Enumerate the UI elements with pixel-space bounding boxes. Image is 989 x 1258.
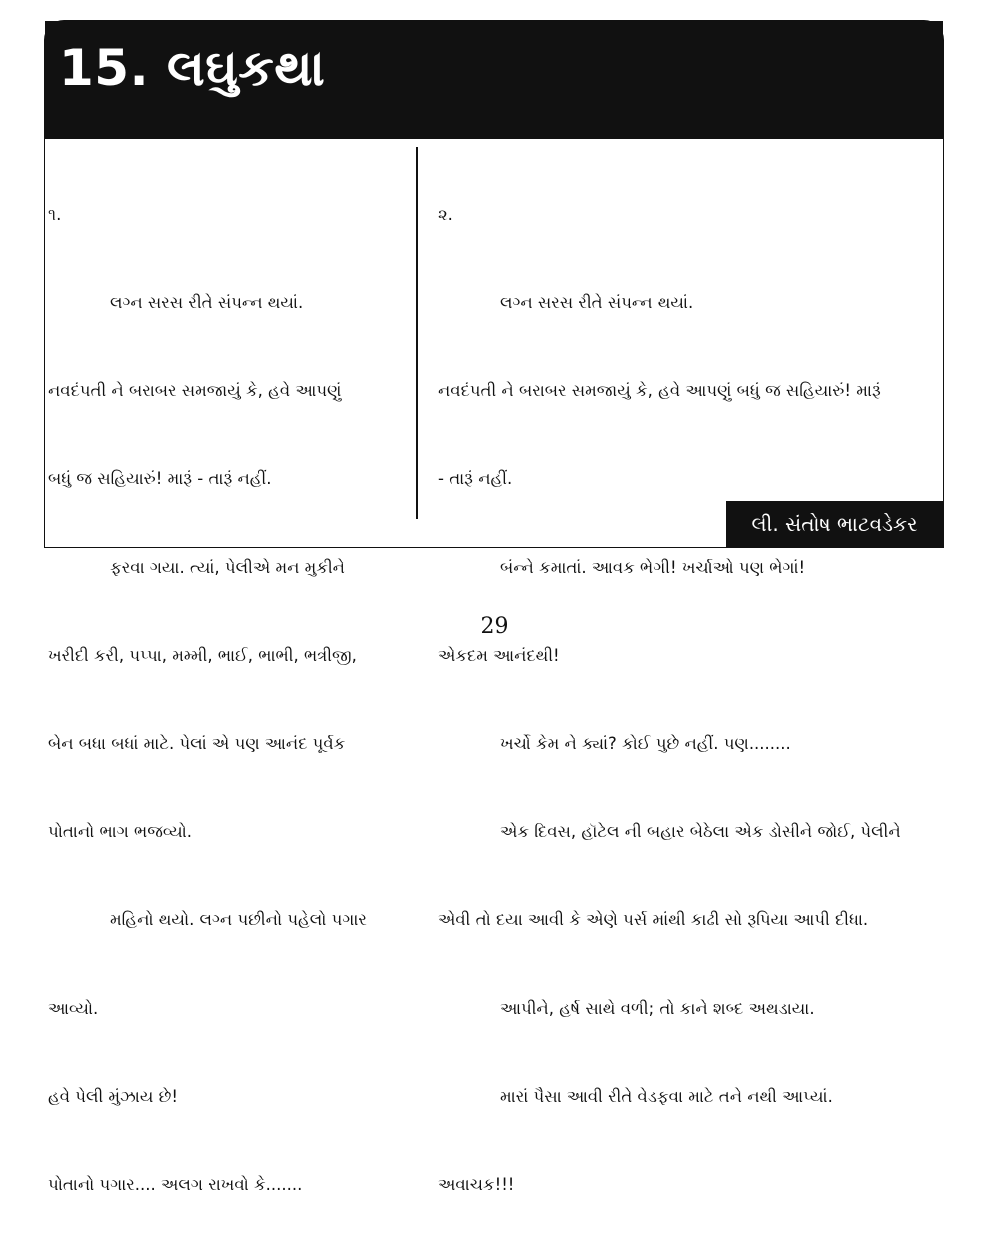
story-left <box>48 141 400 1258</box>
story-right-line: ખર્ચો કેમ ને ક્યાં? કોઈ પુછે નહીં. પણ........ <box>500 734 791 754</box>
story-right-line: મારાં પૈસા આવી રીતે વેડફવા માટે તને નથી આપ્યાં. <box>500 1086 833 1106</box>
story-right-number: ૨. <box>438 204 453 224</box>
story-right <box>438 141 938 1258</box>
story-right-line: બંન્ને કમાતાં. આવક ભેગી! ખર્ચાઓ પણ ભેગાં! <box>500 557 806 577</box>
story-left-line: બેન બધા બધાં માટે. પેલાં એ પણ આનંદ પૂર્વક <box>48 734 346 754</box>
column-divider <box>416 147 418 519</box>
story-left-line: મહિનો થયો. લગ્ન પછીનો પહેલો પગાર <box>110 910 367 930</box>
page-title: 15. લઘુકથા <box>59 39 326 97</box>
story-left-line: પોતાનો ભાગ ભજવ્યો. <box>48 822 193 842</box>
story-left-line: પોતાનો પગાર.... અલગ રાખવો કે....... <box>48 1175 303 1195</box>
story-right-line: નવદંપતી ને બરાબર સમજાયું કે, હવે આપણું બધું જ સહિયારું! મારૂં <box>438 381 881 401</box>
story-left-number: ૧. <box>48 204 62 224</box>
story-left-line: આવ્યો. <box>48 998 99 1018</box>
story-right-line: એવી તો દયા આવી કે એણે પર્સ માંથી કાઢી સો રૂપિયા આપી દીધા. <box>438 910 869 930</box>
story-right-line: લગ્ન સરસ રીતે સંપન્ન થયાં. <box>500 293 694 313</box>
story-left-line: હવે પેલી મુંઝાય છે! <box>48 1086 178 1106</box>
title-banner <box>45 21 943 139</box>
story-left-line: લગ્ન સરસ રીતે સંપન્ન થયાં. <box>110 293 304 313</box>
story-right-line: એક દિવસ, હૉટેલ ની બહાર બેઠેલા એક ડોસીને જોઈ, પેલીને <box>500 822 901 842</box>
story-left-line: ખરીદી કરી, પપ્પા, મમ્મી, ભાઈ, ભાભી, ભત્રીજી, <box>48 645 357 665</box>
story-right-line: અવાચક!!! <box>438 1175 515 1195</box>
story-right-line: - તારૂં નહીં. <box>438 469 513 489</box>
story-left-line: ફરવા ગયા. ત્યાં, પેલીએ મન મુકીને <box>110 557 345 577</box>
story-right-line: એકદમ આનંદથી! <box>438 645 560 665</box>
page-number: 29 <box>480 614 509 639</box>
author-credit: લી. સંતોષ ભાટવડેકર <box>726 501 943 547</box>
story-left-line: બધું જ સહિયારું! મારૂં - તારૂં નહીં. <box>48 469 272 489</box>
story-right-line: આપીને, હર્ષ સાથે વળી; તો કાને શબ્દ અથડાયા. <box>500 998 815 1018</box>
story-left-line: નવદંપતી ને બરાબર સમજાયું કે, હવે આપણું <box>48 381 342 401</box>
